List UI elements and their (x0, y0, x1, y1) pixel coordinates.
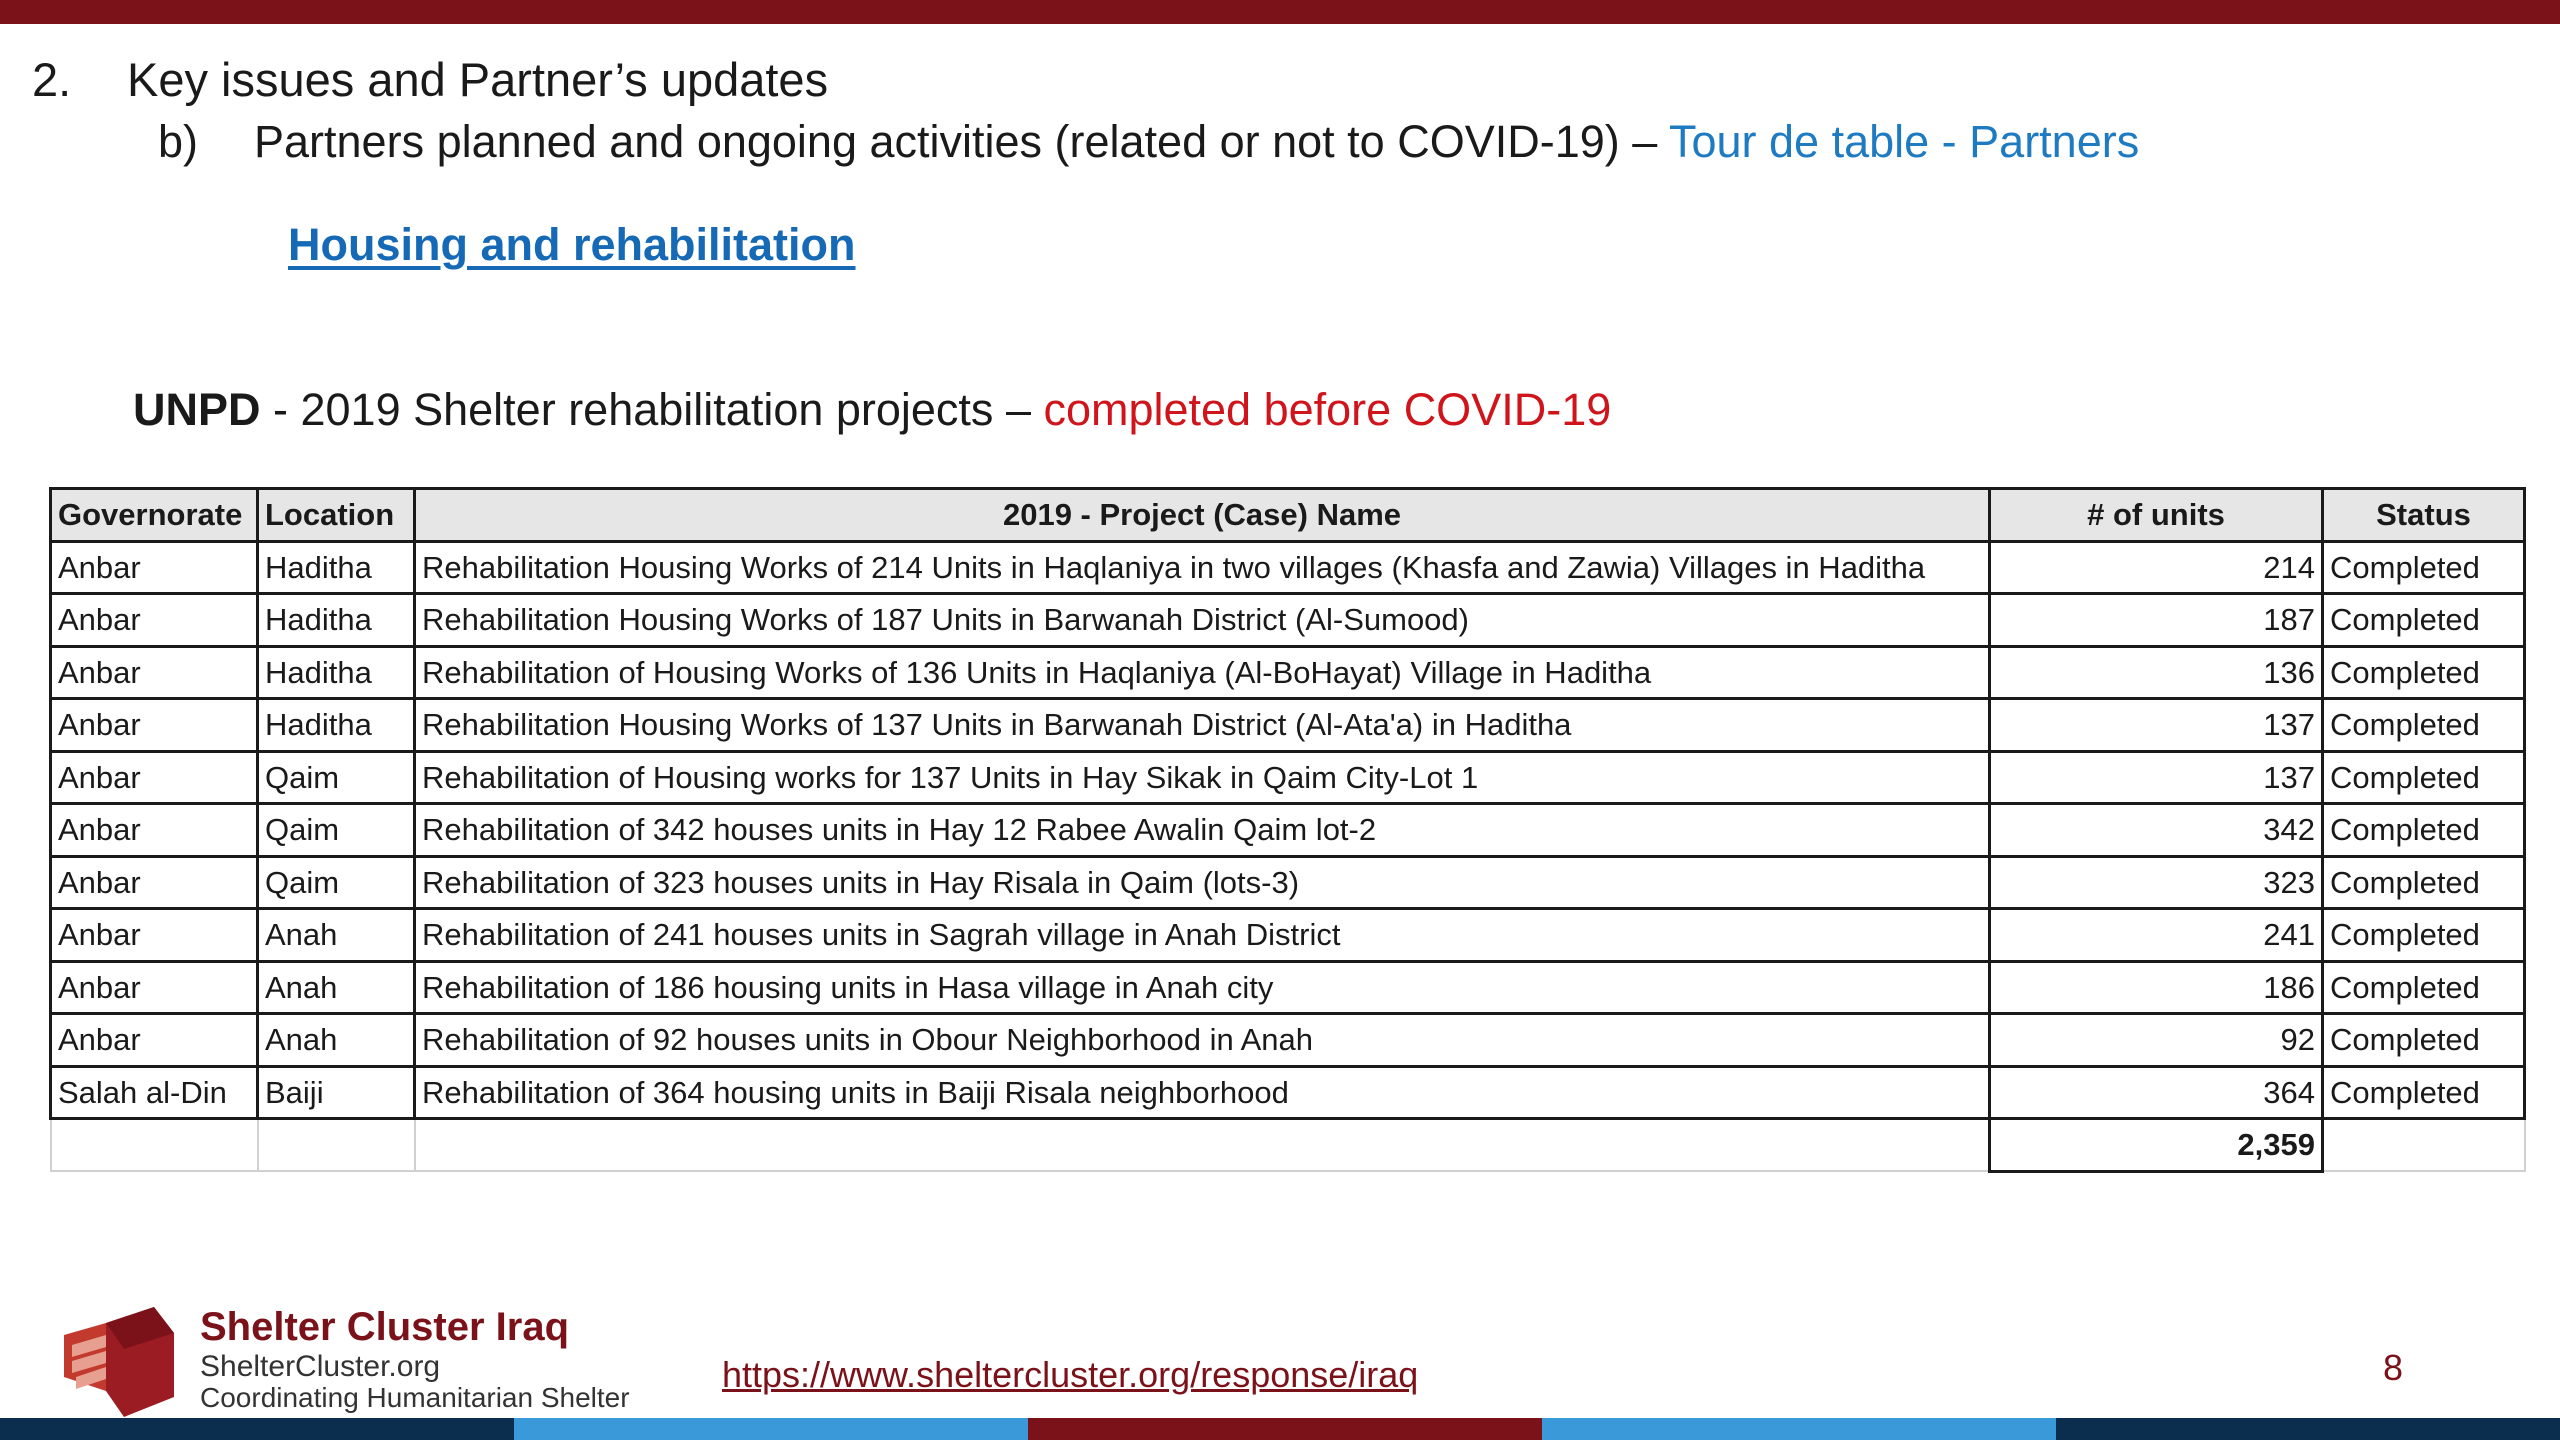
footer-url-link[interactable]: https://www.sheltercluster.org/response/iraq (722, 1354, 1419, 1395)
bottom-bar-segment (2056, 1418, 2560, 1440)
table-row (51, 541, 2525, 594)
cell-units: 136 (1990, 646, 2323, 699)
cell-units: 342 (1990, 804, 2323, 857)
header-project-name: 2019 - Project (Case) Name (415, 489, 1990, 542)
total-empty-cell (258, 1119, 415, 1172)
cell-status: Completed (2323, 699, 2525, 752)
cell-project-name: Rehabilitation of Housing works for 137 Units in Hay Sikak in Qaim City-Lot 1 (415, 751, 1990, 804)
table-row (51, 1066, 2525, 1119)
cell-governorate: Salah al-Din (51, 1066, 258, 1119)
logo-tagline: Coordinating Humanitarian Shelter (200, 1382, 630, 1413)
agenda-subitem-heading (158, 112, 2139, 172)
bottom-bar-segment (514, 1418, 1028, 1440)
bottom-bar-segment (1028, 1418, 1542, 1440)
cell-location: Anah (258, 1014, 415, 1067)
cell-units: 137 (1990, 751, 2323, 804)
cell-status: Completed (2323, 594, 2525, 647)
agenda-item-number: 2. (32, 53, 72, 106)
cell-status: Completed (2323, 646, 2525, 699)
agenda-subitem-title: Partners planned and ongoing activities (related or not to COVID-19) – (254, 116, 1669, 167)
cell-location: Qaim (258, 804, 415, 857)
cell-governorate: Anbar (51, 594, 258, 647)
agenda-subitem-letter: b) (158, 116, 199, 167)
table-row (51, 699, 2525, 752)
cell-project-name: Rehabilitation of 323 houses units in Hay Risala in Qaim (lots-3) (415, 856, 1990, 909)
table-row (51, 961, 2525, 1014)
total-empty-cell (51, 1119, 258, 1172)
cell-units: 323 (1990, 856, 2323, 909)
bottom-accent-bar (0, 1418, 2560, 1440)
cell-location: Haditha (258, 541, 415, 594)
cell-units: 92 (1990, 1014, 2323, 1067)
cell-units: 187 (1990, 594, 2323, 647)
cell-units: 186 (1990, 961, 2323, 1014)
total-empty-cell (2323, 1119, 2525, 1172)
table-row (51, 646, 2525, 699)
cell-project-name: Rehabilitation of 342 houses units in Hay 12 Rabee Awalin Qaim lot-2 (415, 804, 1990, 857)
projects-table (49, 487, 2526, 1173)
cell-project-name: Rehabilitation of 92 houses units in Obour Neighborhood in Anah (415, 1014, 1990, 1067)
table-row (51, 804, 2525, 857)
table-row (51, 594, 2525, 647)
table-total-row (51, 1119, 2525, 1172)
cell-project-name: Rehabilitation of 186 housing units in Hasa village in Anah city (415, 961, 1990, 1014)
bottom-bar-segment (0, 1418, 514, 1440)
agenda-subitem-highlight: Tour de table - Partners (1668, 116, 2140, 167)
logo-title: Shelter Cluster Iraq (200, 1305, 570, 1349)
top-accent-bar (0, 0, 2560, 24)
cell-location: Qaim (258, 751, 415, 804)
cell-status: Completed (2323, 909, 2525, 962)
cell-governorate: Anbar (51, 804, 258, 857)
cell-status: Completed (2323, 541, 2525, 594)
cell-governorate: Anbar (51, 646, 258, 699)
page-number: 8 (2383, 1347, 2404, 1388)
cell-status: Completed (2323, 1014, 2525, 1067)
cell-units: 364 (1990, 1066, 2323, 1119)
cell-status: Completed (2323, 1066, 2525, 1119)
subtitle-text: - 2019 Shelter rehabilitation projects – (260, 384, 1044, 435)
cell-status: Completed (2323, 856, 2525, 909)
header-status: Status (2323, 489, 2525, 542)
cell-location: Baiji (258, 1066, 415, 1119)
cell-units: 241 (1990, 909, 2323, 962)
cell-location: Anah (258, 909, 415, 962)
cell-governorate: Anbar (51, 961, 258, 1014)
cell-status: Completed (2323, 751, 2525, 804)
table-subtitle (133, 380, 1611, 440)
table-row (51, 856, 2525, 909)
cell-location: Anah (258, 961, 415, 1014)
cell-project-name: Rehabilitation of 364 housing units in Baiji Risala neighborhood (415, 1066, 1990, 1119)
cell-governorate: Anbar (51, 909, 258, 962)
section-link-housing[interactable]: Housing and rehabilitation (288, 219, 856, 270)
subtitle-highlight: completed before COVID-19 (1043, 384, 1612, 435)
header-units: # of units (1990, 489, 2323, 542)
cell-location: Haditha (258, 646, 415, 699)
cell-status: Completed (2323, 804, 2525, 857)
cell-project-name: Rehabilitation Housing Works of 187 Units in Barwanah District (Al-Sumood) (415, 594, 1990, 647)
cell-location: Haditha (258, 594, 415, 647)
shelter-cluster-logo-icon (62, 1305, 190, 1417)
cell-governorate: Anbar (51, 541, 258, 594)
cell-units: 137 (1990, 699, 2323, 752)
cell-governorate: Anbar (51, 751, 258, 804)
cell-governorate: Anbar (51, 699, 258, 752)
subtitle-org: UNPD (133, 384, 261, 435)
table-row (51, 1014, 2525, 1067)
cell-project-name: Rehabilitation Housing Works of 137 Units in Barwanah District (Al-Ata'a) in Haditha (415, 699, 1990, 752)
cell-status: Completed (2323, 961, 2525, 1014)
cell-location: Qaim (258, 856, 415, 909)
cell-project-name: Rehabilitation of 241 houses units in Sagrah village in Anah District (415, 909, 1990, 962)
cell-project-name: Rehabilitation Housing Works of 214 Units in Haqlaniya in two villages (Khasfa and Zawia) Villages in Haditha (415, 541, 1990, 594)
header-location: Location (258, 489, 415, 542)
table-row (51, 909, 2525, 962)
cell-governorate: Anbar (51, 856, 258, 909)
cell-governorate: Anbar (51, 1014, 258, 1067)
agenda-item-title: Key issues and Partner’s updates (127, 53, 829, 106)
cell-project-name: Rehabilitation of Housing Works of 136 Units in Haqlaniya (Al-BoHayat) Village in Haditha (415, 646, 1990, 699)
bottom-bar-segment (1542, 1418, 2056, 1440)
total-empty-cell (415, 1119, 1990, 1172)
table-header-row (51, 489, 2525, 542)
table-row (51, 751, 2525, 804)
agenda-item-heading (32, 50, 828, 110)
logo-site: ShelterCluster.org (200, 1350, 441, 1383)
cell-units: 214 (1990, 541, 2323, 594)
header-governorate: Governorate (51, 489, 258, 542)
total-units: 2,359 (1990, 1119, 2323, 1172)
cell-location: Haditha (258, 699, 415, 752)
